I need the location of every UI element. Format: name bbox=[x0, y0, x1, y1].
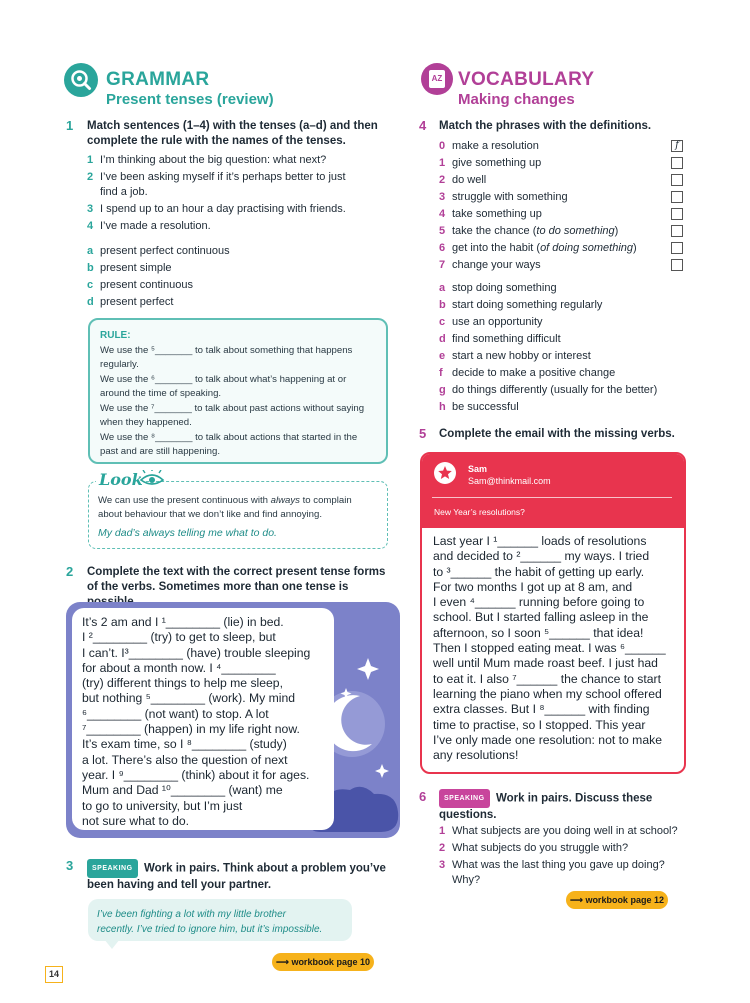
workbook-link-10[interactable]: ⟶ workbook page 10 bbox=[272, 953, 374, 971]
grammar-subtitle: Present tenses (review) bbox=[106, 91, 274, 108]
exercise-4-phrases bbox=[439, 139, 689, 275]
arrow-right-icon: ⟶ bbox=[276, 957, 289, 967]
exercise-4-number: 4 bbox=[419, 118, 427, 133]
rule-line: We use the ⁸_______ to talk about actions that started in the bbox=[100, 432, 358, 443]
exercise-2-number: 2 bbox=[66, 564, 74, 579]
exercise-5-instruction: Complete the email with the missing verbs. bbox=[439, 428, 675, 440]
list-item: 0 make a resolution f bbox=[439, 139, 689, 156]
list-item: 5 take the chance (to do something) bbox=[439, 224, 689, 241]
list-item: find a job. bbox=[100, 186, 148, 198]
list-item: 2 What subjects do you struggle with? bbox=[439, 842, 629, 854]
list-item: c use an opportunity bbox=[439, 316, 543, 328]
rule-line: past and are still happening. bbox=[100, 446, 221, 457]
email-subject: New Year’s resolutions? bbox=[434, 507, 525, 517]
list-item: g do things differently (usually for the better) bbox=[439, 384, 658, 396]
rule-box bbox=[88, 318, 388, 464]
list-item: f decide to make a positive change bbox=[439, 367, 616, 379]
exercise-4-definitions bbox=[439, 281, 699, 417]
speech-bubble-text: I’ve been fighting a lot with my little brother recently. I’ve tried to ignore him, but it’s impossible. bbox=[97, 909, 323, 935]
list-item: b start doing something regularly bbox=[439, 299, 603, 311]
rule-line: when they happened. bbox=[100, 417, 192, 428]
list-item: 1 I’m thinking about the big question: what next? bbox=[87, 154, 327, 166]
list-item: 2 do well bbox=[439, 173, 689, 190]
vocabulary-title: VOCABULARY bbox=[458, 69, 595, 90]
list-item: 3 I spend up to an hour a day practising with friends. bbox=[87, 203, 346, 215]
answer-box[interactable] bbox=[671, 191, 683, 203]
rule-line: We use the ⁶_______ to talk about what’s happening at or bbox=[100, 374, 347, 385]
list-item: 1 What subjects are you doing well in at school? bbox=[439, 825, 678, 837]
exercise-1-sentences bbox=[87, 153, 387, 236]
exercise-4-instruction: Match the phrases with the definitions. bbox=[439, 120, 652, 132]
speech-bubble-tail bbox=[104, 939, 120, 949]
avatar bbox=[434, 462, 456, 484]
answer-box[interactable] bbox=[671, 208, 683, 220]
rule-line: We use the ⁷_______ to talk about past actions without saying bbox=[100, 403, 365, 414]
answer-box[interactable] bbox=[671, 259, 683, 271]
list-item: 1 give something up bbox=[439, 156, 689, 173]
list-item: h be successful bbox=[439, 401, 519, 413]
list-item: a stop doing something bbox=[439, 282, 557, 294]
email-divider bbox=[432, 497, 672, 498]
list-item: 4 I’ve made a resolution. bbox=[87, 220, 211, 232]
email-body: Last year I ¹______ loads of resolutions and decided to ²______ my ways. I tried to ³______ the habit of getting up early. For two months I got up at 8 am, and I even ⁴______ running before going to school. But I started falling asleep in the afternoon, so I soon ⁵______ that idea! Then I stopped eating meat. I was ⁶______ well until Mum made roast beef. I just had to eat it. I also ⁷______ the chance to start learning the piano when my school offered extra classes. But I ⁸______ with finding time to practise, so I stopped. This year I’ve only made one resolution: not to make any resolutions! bbox=[433, 534, 666, 763]
vocabulary-icon: AZ bbox=[421, 63, 453, 95]
grammar-icon bbox=[64, 63, 98, 97]
list-item: 3 What was the last thing you gave up doing? bbox=[439, 859, 665, 871]
exercise-5-number: 5 bbox=[419, 426, 427, 441]
answer-box[interactable] bbox=[671, 157, 683, 169]
exercise-3-instruction: SPEAKING Work in pairs. Think about a problem you’ve been having and tell your partner. bbox=[87, 859, 387, 893]
speaking-badge: SPEAKING bbox=[439, 789, 490, 808]
email-card bbox=[420, 452, 686, 774]
exercise-1-number: 1 bbox=[66, 118, 74, 133]
answer-box[interactable] bbox=[671, 225, 683, 237]
rule-line: We use the ⁵_______ to talk about something that happens bbox=[100, 345, 353, 356]
list-item: 4 take something up bbox=[439, 207, 689, 224]
list-item: b present simple bbox=[87, 262, 172, 274]
look-label: Look bbox=[96, 470, 146, 489]
list-item: 7 change your ways bbox=[439, 258, 689, 275]
email-sender: Sam bbox=[468, 464, 488, 474]
email-address: Sam@thinkmail.com bbox=[468, 476, 551, 486]
star-icon bbox=[434, 462, 456, 484]
answer-box[interactable]: f bbox=[671, 140, 683, 152]
exercise-1-tenses bbox=[87, 244, 387, 312]
look-text: We can use the present continuous with always to complain about behaviour that we don’t like and find annoying. bbox=[98, 495, 352, 520]
rule-line: around the time of speaking. bbox=[100, 388, 222, 399]
list-item: a present perfect continuous bbox=[87, 245, 230, 257]
list-item: 3 struggle with something bbox=[439, 190, 689, 207]
rule-heading: RULE: bbox=[100, 330, 131, 341]
exercise-2-instruction: Complete the text with the correct present tense forms of the verbs. Sometimes more than one tense is bbox=[87, 566, 386, 593]
grammar-title: GRAMMAR bbox=[106, 69, 210, 90]
list-item: 2 I’ve been asking myself if it’s perhaps better to just bbox=[87, 171, 346, 183]
look-example: My dad’s always telling me what to do. bbox=[98, 527, 277, 539]
exercise-3-number: 3 bbox=[66, 858, 74, 873]
list-item: d present perfect bbox=[87, 296, 174, 308]
workbook-link-12[interactable]: ⟶ workbook page 12 bbox=[566, 891, 668, 909]
eye-icon bbox=[138, 470, 166, 493]
exercise-6-instruction: SPEAKING Work in pairs. Discuss these questions. bbox=[439, 789, 689, 823]
list-item: c present continuous bbox=[87, 279, 193, 291]
rule-line: regularly. bbox=[100, 359, 139, 370]
list-item: d find something difficult bbox=[439, 333, 561, 345]
vocabulary-subtitle: Making changes bbox=[458, 91, 575, 108]
exercise-1-instruction: Match sentences (1–4) with the tenses (a–d) and then complete the rule with the names of the tenses. bbox=[87, 120, 378, 147]
list-item: 6 get into the habit (of doing something) bbox=[439, 241, 689, 258]
answer-box[interactable] bbox=[671, 242, 683, 254]
story-text: It’s 2 am and I ¹________ (lie) in bed. I ²________ (try) to get to sleep, but I can’t. I³________ (have) trouble sleeping for about a month now. I ⁴________ (try) different things to help me sleep, but nothing ⁵________ (work). My mind ⁶________ (not want) to stop. A lot ⁷________ (happen) in my life right now. It’s exam time, so I ⁸________ (study) a lot. There’s also the question of next year. I ⁹________ (think) about it for ages. Mum and Dad ¹⁰________ (want) me to go to university, but I’m just not sure what to do. bbox=[82, 615, 311, 828]
list-item: Why? bbox=[452, 874, 481, 886]
speaking-badge: SPEAKING bbox=[87, 859, 138, 878]
page-number: 14 bbox=[45, 966, 63, 983]
arrow-right-icon: ⟶ bbox=[570, 895, 583, 905]
answer-box[interactable] bbox=[671, 174, 683, 186]
exercise-6-number: 6 bbox=[419, 789, 427, 804]
exercise-6-questions bbox=[439, 824, 699, 890]
list-item: e start a new hobby or interest bbox=[439, 350, 591, 362]
